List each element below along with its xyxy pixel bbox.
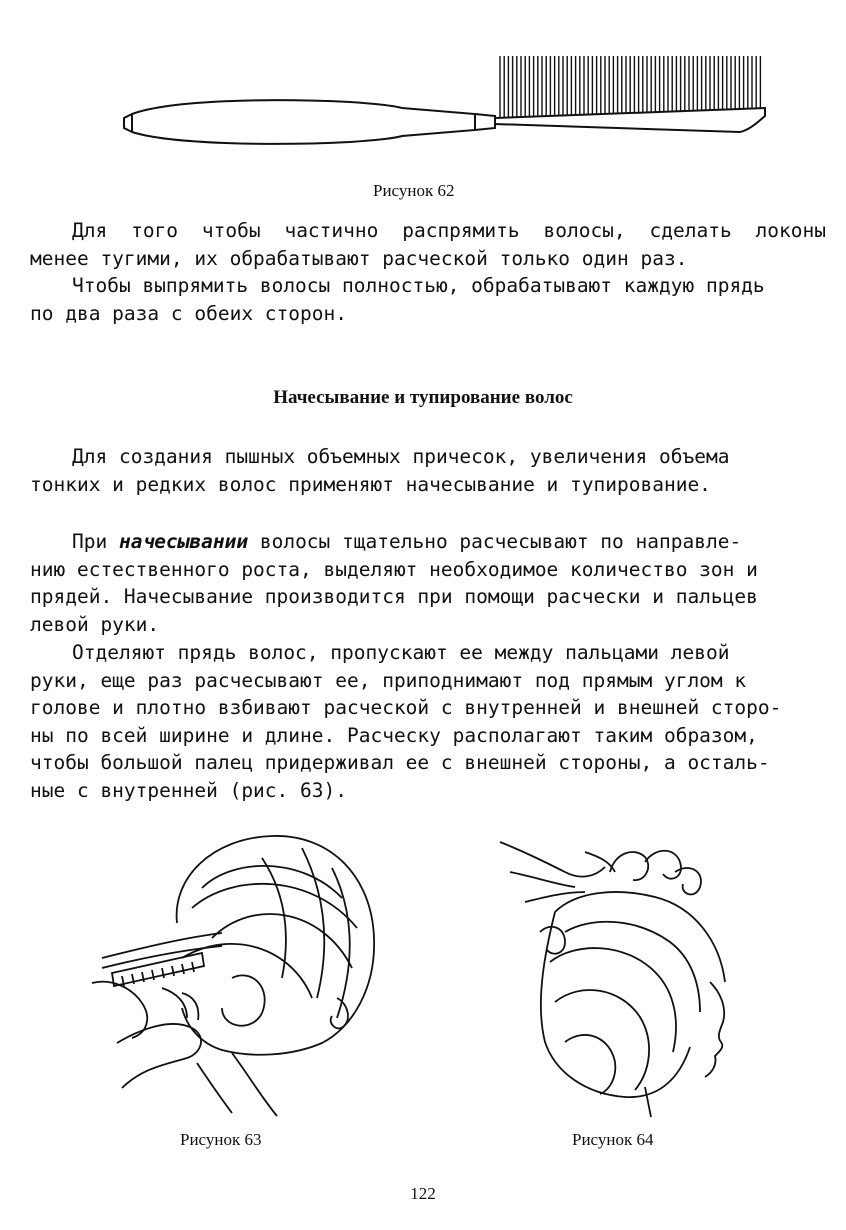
paragraph-4-line-1 xyxy=(72,528,826,556)
paragraph-5-line-5: чтобы большой палец придерживал ее с внешней стороны, а осталь- xyxy=(30,751,770,774)
paragraph-1-line-2: менее тугими, их обрабатывают расческой только один раз. xyxy=(30,246,688,270)
page-number: 122 xyxy=(410,1184,436,1203)
paragraph-4-line-4: левой руки. xyxy=(30,612,160,636)
paragraph-4-line-3: прядей. Начесывание производится при помощи расчески и пальцев xyxy=(30,585,758,608)
paragraph-3 xyxy=(30,443,826,498)
paragraph-5-line-2: руки, еще раз расчесывают ее, приподнимают под прямым углом к xyxy=(30,668,747,692)
paragraph-3-line-1: Для создания пышных объемных причесок, увеличения объема xyxy=(72,445,730,468)
paragraph-1-line-1: Для того чтобы частично распрямить волосы, сделать локоны xyxy=(72,219,826,242)
paragraph-5 xyxy=(30,639,826,804)
comb-illustration xyxy=(110,50,780,150)
paragraph-5-line-3: голове и плотно взбивают расческой с внутренней и внешней сторо- xyxy=(30,696,782,719)
paragraph-5-line-4: ны по всей ширине и длине. Расческу располагают таким образом, xyxy=(30,723,758,747)
term-nachesyvanie: начесывании xyxy=(118,530,249,553)
section-heading: Начесывание и тупирование волос xyxy=(273,387,573,408)
figure-62-caption: Рисунок 62 xyxy=(373,181,455,200)
paragraph-4 xyxy=(30,528,826,638)
figure-64-caption: Рисунок 64 xyxy=(572,1130,654,1149)
paragraph-5-line-1: Отделяют прядь волос, пропускают ее между пальцами левой xyxy=(72,641,730,664)
paragraph-1 xyxy=(30,217,826,272)
paragraph-4-line-2: нию естественного роста, выделяют необходимое количество зон и xyxy=(30,557,758,581)
paragraph-4-rest: волосы тщательно расчесывают по направле- xyxy=(248,530,742,553)
figure-63-caption: Рисунок 63 xyxy=(180,1130,262,1149)
paragraph-2-line-2: по два раза с обеих сторон. xyxy=(30,301,347,325)
paragraph-5-line-6: ные с внутренней (рис. 63). xyxy=(30,778,347,802)
paragraph-3-line-2: тонких и редких волос применяют начесывание и тупирование. xyxy=(30,472,711,496)
paragraph-2 xyxy=(30,272,826,327)
updo-hairstyle-illustration xyxy=(495,832,745,1117)
paragraph-4-prefix: При xyxy=(72,530,119,553)
backcombing-hair-illustration xyxy=(82,828,382,1118)
paragraph-2-line-1: Чтобы выпрямить волосы полностью, обрабатывают каждую прядь xyxy=(72,274,765,297)
